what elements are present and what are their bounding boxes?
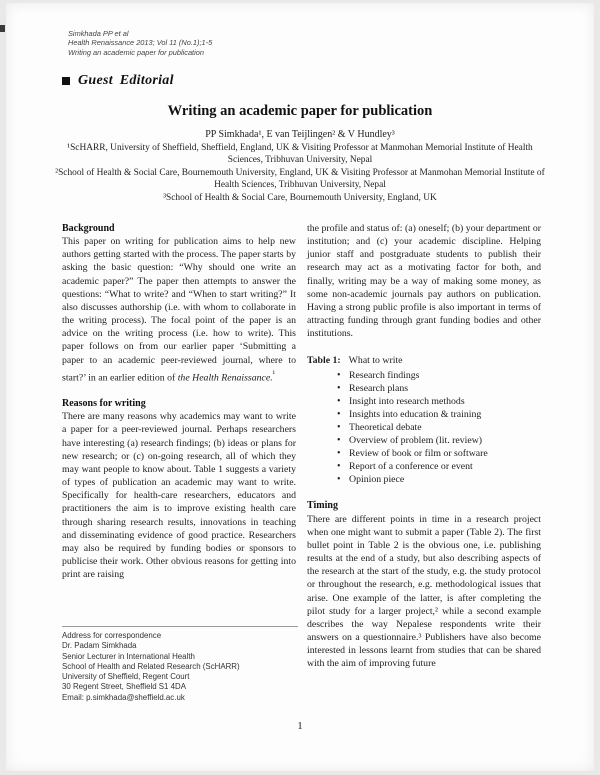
affiliation-2: ²School of Health & Social Care, Bournemouth University, England, UK & Visiting Professor at Manmohan Memorial Institute of Health Sciences, Tribhuvan University, Nepal xyxy=(55,167,545,191)
page-number: 1 xyxy=(297,720,303,732)
correspondence-school: School of Health and Related Research (ScHARR) xyxy=(62,661,240,671)
continuation-paragraph: the profile and status of: (a) oneself; (b) your department or institution; and (c) your academic discipline. Helping junior staff and postgraduate students to publish their research may act as a motivating factor for both, and finally, writing may be a way of making some money, as some non-academic journals pay authors on publication. Having a strong public profile is also important in terms of attracting funding through grant funding bodies and other institutions. xyxy=(307,223,541,340)
table-1-block xyxy=(307,354,541,486)
list-item: • Insight into research methods xyxy=(307,395,541,408)
two-column-body xyxy=(62,222,541,670)
right-column xyxy=(307,222,541,670)
running-header-line-authors: Simkhada PP et al xyxy=(68,29,129,38)
background-paragraph xyxy=(62,235,296,384)
list-item: • Report of a conference or event xyxy=(307,460,541,473)
correspondence-email: Email: p.simkhada@sheffield.ac.uk xyxy=(62,692,185,702)
list-item: • Opinion piece xyxy=(307,473,541,486)
background-paragraph-italic: the Health Renaissance. xyxy=(177,371,273,383)
running-header xyxy=(68,29,212,57)
correspondence-street: 30 Regent Street, Sheffield S1 4DA xyxy=(62,682,186,692)
author-line: PP Simkhada¹, E van Teijlingen² & V Hundley³ xyxy=(205,129,395,140)
timing-paragraph: There are different points in time in a research project when one might want to submit a paper (Table 2). The first bullet point in Table 2 is the obvious one, i.e. publishing results at the end of a study, but also describing aspects of the research at the start of the study, e.g. the study protocol or throughout the research, e.g. methodological issues that arise. One example of the latter, is after completing the pilot study for a larger project,² while a second example describes the way Nepalese respondents write their answers on a questionnaire.³ Publishers have also become interested in lessons learnt from studies that can be shared with the aim of improving future xyxy=(307,513,541,670)
affiliation-3: ³School of Health & Social Care, Bournemouth University, England, UK xyxy=(163,192,437,203)
list-item: • Research plans xyxy=(307,382,541,395)
affiliation-1: ¹ScHARR, University of Sheffield, Sheffield, England, UK & Visiting Professor at Manmohan Memorial Institute of Health Sciences, Tribhuvan University, Nepal xyxy=(67,143,533,166)
list-item: • Insights into education & training xyxy=(307,408,541,421)
correspondence-block xyxy=(62,626,298,703)
list-item: • Theoretical debate xyxy=(307,421,541,434)
footnote-ref-1: ¹ xyxy=(272,368,276,378)
correspondence-role: Senior Lecturer in International Health xyxy=(62,651,195,661)
affiliations-block xyxy=(55,142,545,204)
timing-heading: Timing xyxy=(307,500,338,512)
left-column xyxy=(62,222,296,670)
list-item: • Research findings xyxy=(307,369,541,382)
correspondence-name: Dr. Padam Simkhada xyxy=(62,641,137,651)
running-header-line-journal: Health Renaissance 2013; Vol 11 (No.1);1-5 xyxy=(68,38,213,48)
section-header xyxy=(62,73,174,89)
correspondence-title: Address for correspondence xyxy=(62,631,162,640)
reasons-paragraph: There are many reasons why academics may want to write a paper for a peer-reviewed journal. Perhaps researchers have interesting (a) research findings; (b) ideas or plans for new research; or (c) on-going research, all of which they may want people to know about. Table 1 suggests a variety of types of publication an academic may want to write. Specifically for health-care researchers, educators and practitioners the aim is to improve existing health care through sharing research results, innovations in teaching and disseminating evidence of good practice. Researchers may also be required by funding bodies or sponsors to publicise their work. Other obvious reasons for getting into print are raising xyxy=(62,411,296,581)
table-1-label: Table 1: xyxy=(307,355,341,367)
correspondence-divider xyxy=(62,626,298,627)
running-header-line-title: Writing an academic paper for publication xyxy=(68,47,204,57)
section-label: Guest Editorial xyxy=(78,73,174,88)
scan-artifact-mark xyxy=(0,25,5,32)
list-item: • Review of book or film or software xyxy=(307,447,541,460)
article-title: Writing an academic paper for publication xyxy=(167,103,433,119)
list-item: • Overview of problem (lit. review) xyxy=(307,434,541,447)
square-bullet-icon xyxy=(62,77,70,85)
background-heading: Background xyxy=(62,223,115,234)
background-paragraph-main: This paper on writing for publication aims to help new authors getting started with the process. The paper starts by asking the basic question: “Why should one write an academic paper?” The paper then attempts to answer the questions: “What to write? and “When to start writing?” It also discusses authorship (i.e. with whom to collaborate in the writing process). The focal point of the paper is an advice on the writing process (i.e. how to write). This paper follows on from our earlier paper ‘Submitting a paper to an academic peer-reviewed journal, where to start?’ in an earlier edition of xyxy=(62,236,296,383)
table-1-items xyxy=(307,369,541,487)
correspondence-university: University of Sheffield, Regent Court xyxy=(62,672,190,682)
reasons-heading: Reasons for writing xyxy=(62,398,146,410)
table-1-caption xyxy=(307,354,541,367)
table-1-caption-text: What to write xyxy=(348,355,403,367)
